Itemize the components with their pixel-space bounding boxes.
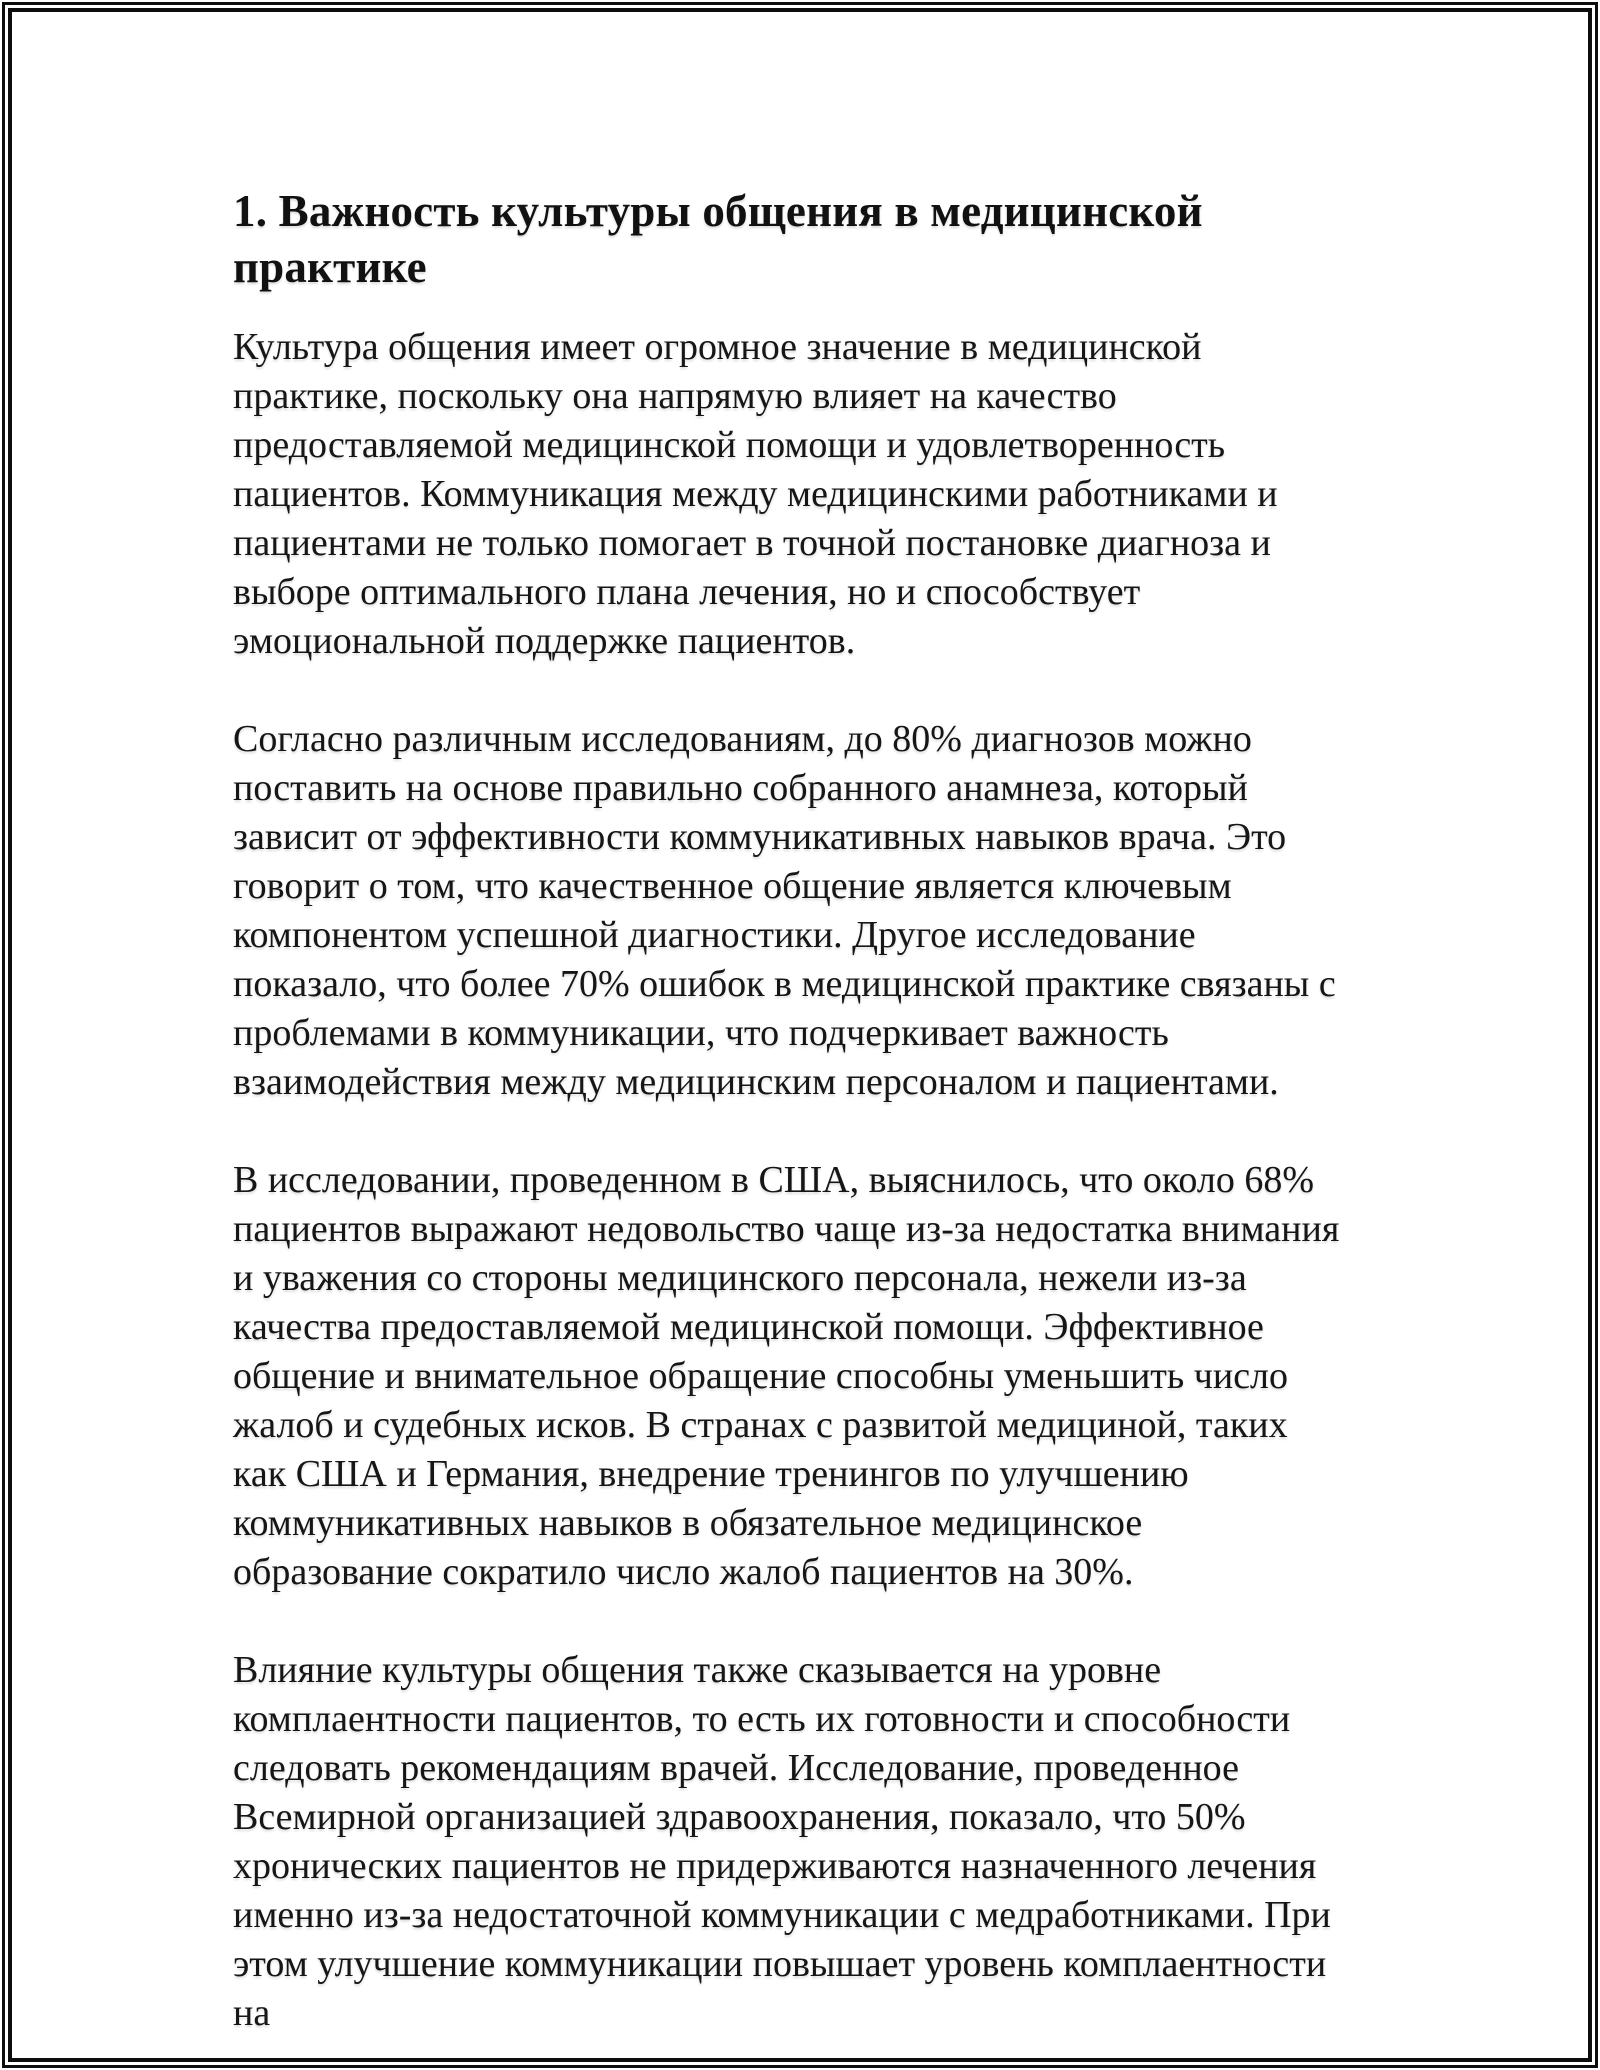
section-heading: 1. Важность культуры общения в медицинской практике — [233, 186, 1203, 292]
paragraph-compliance: Влияние культуры общения также сказывается на уровне комплаентности пациентов, то есть их готовности и способности следовать рекомендациям врачей. Исследование, проведенное Всемирной организацией здравоохранения, показало, что 50% хронических пациентов не придерживаются назначенного лечения именно из-за недостаточной коммуникации с медработниками. При этом улучшение коммуникации повышает уровень комплаентности на — [233, 1649, 1331, 2034]
paragraph-communication-importance: Культура общения имеет огромное значение в медицинской практике, поскольку она напрямую влияет на качество предоставляемой медицинской помощи и удовлетворенность пациентов. Коммуникация между медицинскими работниками и пациентами не только помогает в точной постановке диагноза и выборе оптимального плана лечения, но и способствует эмоциональной поддержке пациентов. — [233, 326, 1278, 662]
paragraph-usa-study: В исследовании, проведенном в США, выяснилось, что около 68% пациентов выражают недовольство чаще из-за недостатка внимания и уважения со стороны медицинского персонала, нежели из-за качества предоставляемой медицинской помощи. Эффективное общение и внимательное обращение способны уменьшить число жалоб и судебных исков. В странах с развитой медициной, таких как США и Германия, внедрение тренингов по улучшению коммуникативных навыков в обязательное медицинское образование сократило число жалоб пациентов на 30%. — [233, 1159, 1340, 1593]
document-content — [233, 183, 1348, 2038]
paragraph-diagnosis-statistics: Согласно различным исследованиям, до 80% диагнозов можно поставить на основе правильно собранного анамнеза, который зависит от эффективности коммуникативных навыков врача. Это говорит о том, что качественное общение является ключевым компонентом успешной диагностики. Другое исследование показало, что более 70% ошибок в медицинской практике связаны с проблемами в коммуникации, что подчеркивает важность взаимодействия между медицинским персоналом и пациентами. — [233, 718, 1336, 1103]
